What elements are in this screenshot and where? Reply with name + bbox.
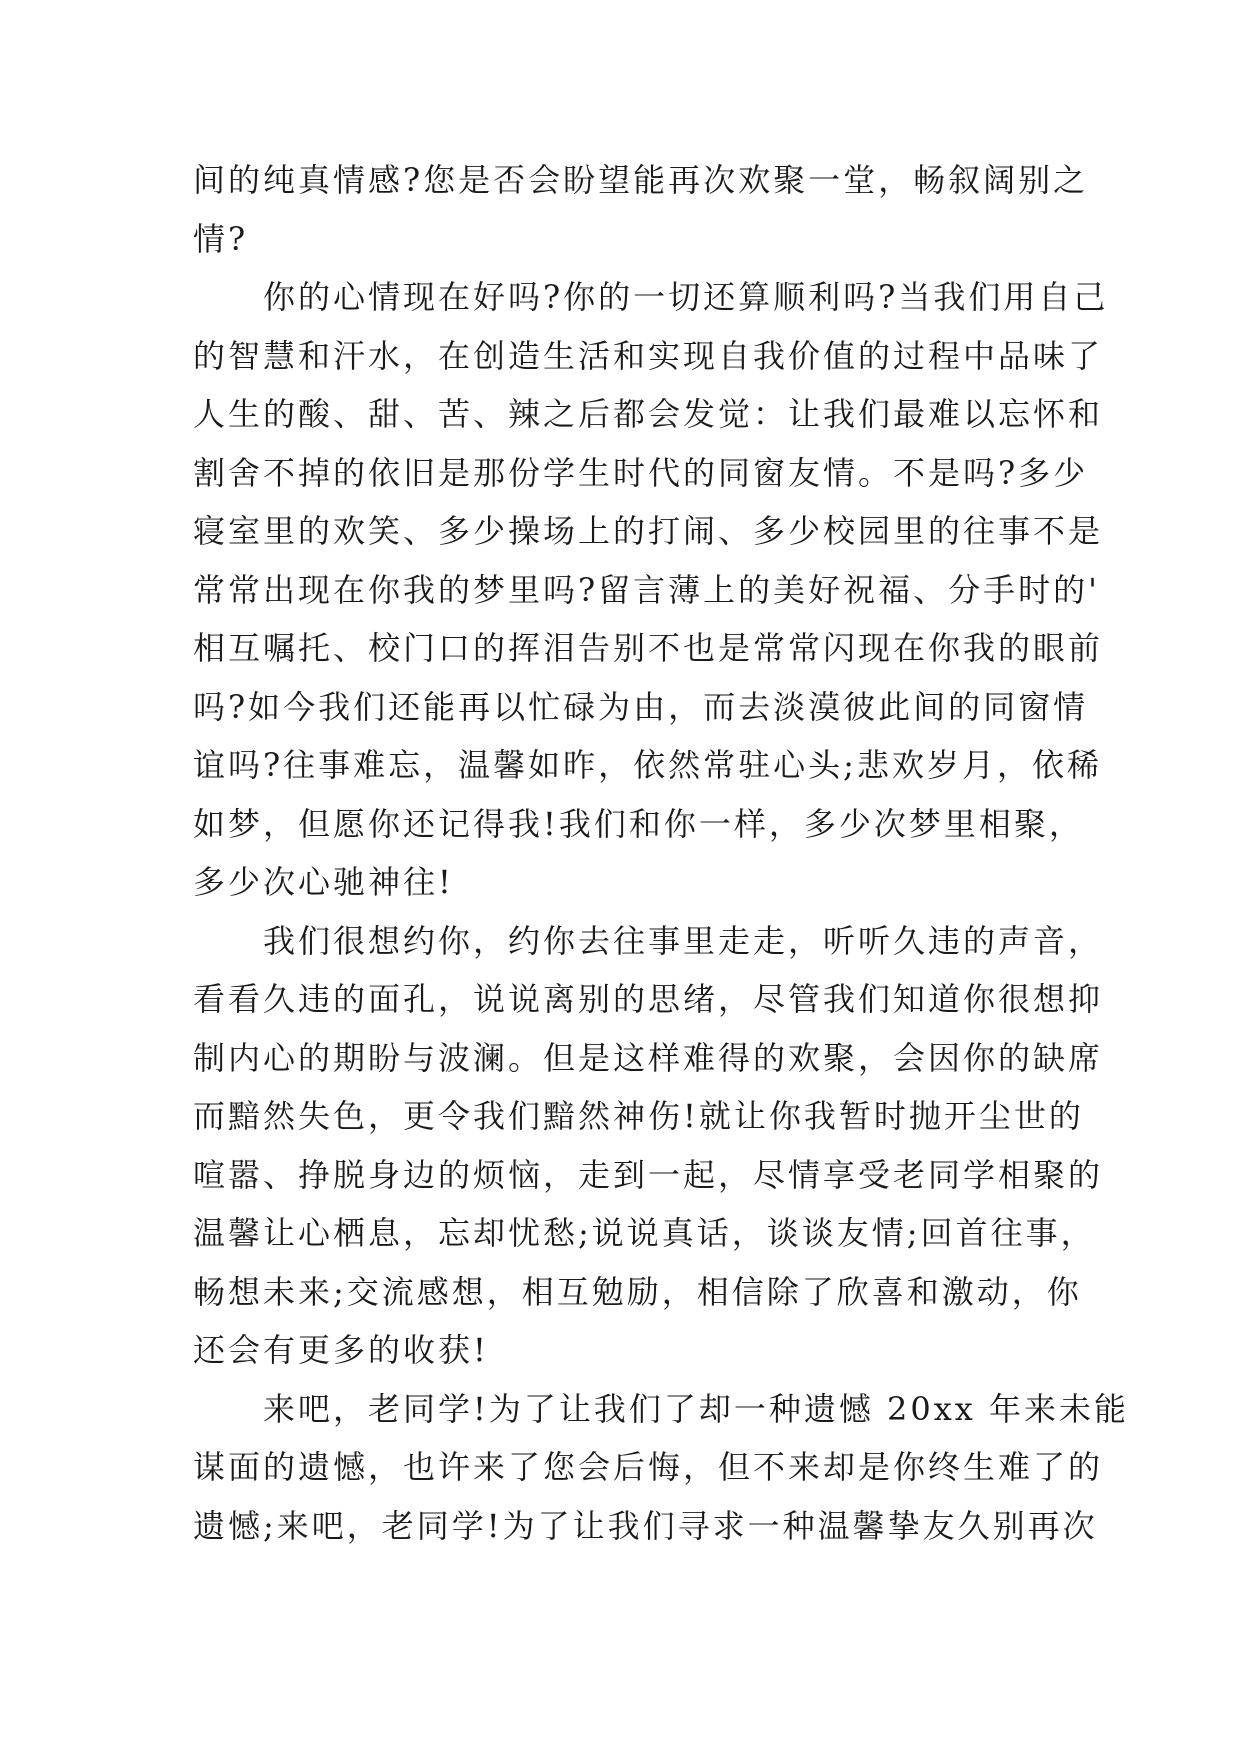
text-line: 温馨让心栖息，忘却忧愁;说说真话，谈谈友情;回首往事， — [193, 1214, 1096, 1252]
text-line: 情? — [193, 219, 249, 258]
text-line: 看看久违的面孔，说说离别的思绪，尽管我们知道你很想抑 — [193, 980, 1104, 1018]
text-line: 谊吗?往事难忘，温馨如昨，依然常驻心头;悲欢岁月，依稀 — [193, 746, 1102, 784]
text-line: 相互嘱托、校门口的挥泪告别不也是常常闪现在你我的眼前 — [193, 629, 1104, 667]
text-line: 还会有更多的收获! — [193, 1331, 489, 1369]
text-line: 喧嚣、挣脱身边的烦恼，走到一起，尽情享受老同学相聚的 — [193, 1155, 1104, 1194]
text-line: 我们很想约你，约你去往事里走走，听听久违的声音， — [193, 921, 1104, 960]
text-line: 吗?如今我们还能再以忙碌为由，而去淡漠彼此间的同窗情 — [193, 687, 1089, 726]
text-line: 割舍不掉的依旧是那份学生时代的同窗友情。不是吗?多少 — [193, 453, 1089, 492]
text-line: 制内心的期盼与波澜。但是这样难得的欢聚，会因你的缺席 — [193, 1038, 1104, 1077]
text-line: 遗憾;来吧，老同学!为了让我们寻求一种温馨挚友久别再次 — [193, 1506, 1098, 1545]
text-line: 多少次心驰神往! — [193, 863, 454, 901]
text-line: 谋面的遗憾，也许来了您会后悔，但不来却是你终生难了的 — [193, 1448, 1104, 1486]
text-line: 畅想未来;交流感想，相互勉励，相信除了欣喜和激动，你 — [193, 1272, 1082, 1311]
text-line: 你的心情现在好吗?你的一切还算顺利吗?当我们用自己 — [193, 278, 1109, 316]
text-line: 来吧，老同学!为了让我们了却一种遗憾 20xx 年来未能 — [193, 1389, 1130, 1428]
text-line: 的智慧和汗水，在创造生活和实现自我价值的过程中品味了 — [193, 336, 1104, 375]
text-line: 寝室里的欢笑、多少操场上的打闹、多少校园里的往事不是 — [193, 512, 1104, 550]
text-line: 人生的酸、甜、苦、辣之后都会发觉：让我们最难以忘怀和 — [193, 395, 1104, 433]
body-text — [193, 151, 1130, 1555]
text-line: 而黯然失色，更令我们黯然神伤!就让你我暂时抛开尘世的 — [193, 1097, 1084, 1135]
text-line: 常常出现在你我的梦里吗?留言薄上的美好祝福、分手时的' — [193, 570, 1100, 609]
text-line: 如梦，但愿你还记得我!我们和你一样，多少次梦里相聚， — [193, 804, 1084, 843]
text-line: 间的纯真情感?您是否会盼望能再次欢聚一堂，畅叙阔别之 — [193, 161, 1089, 199]
